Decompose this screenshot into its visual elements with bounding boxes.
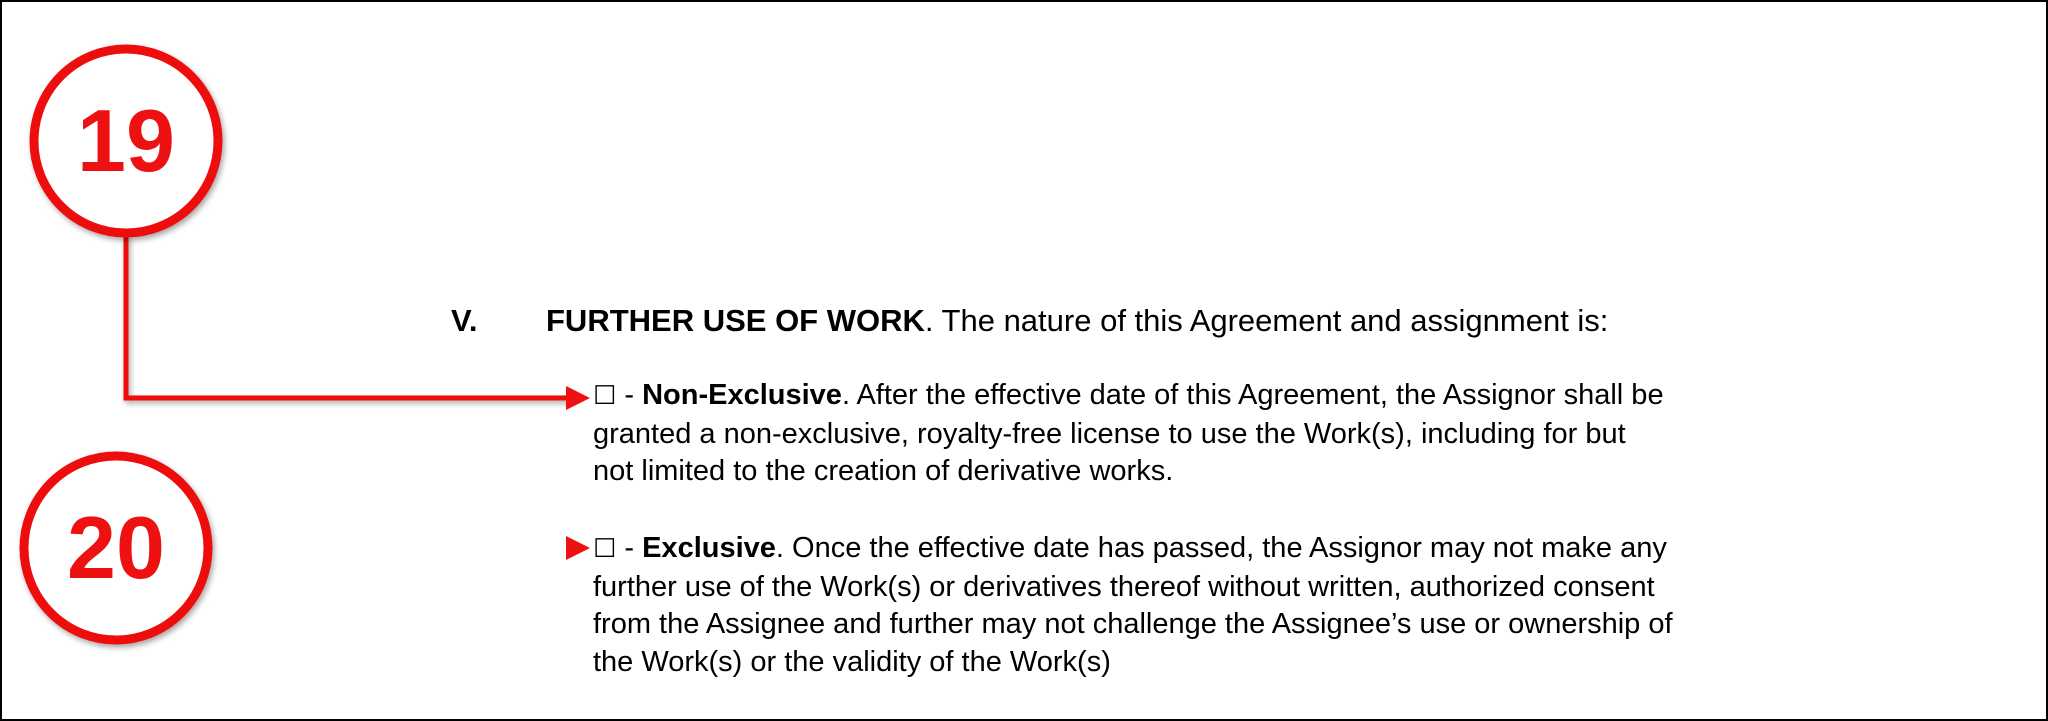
- callout-19-connector: [126, 234, 568, 398]
- non-exclusive-checkbox[interactable]: ☐: [593, 381, 617, 411]
- option-dash: -: [616, 532, 643, 564]
- exclusive-checkbox[interactable]: ☐: [593, 534, 617, 564]
- section-heading-rest: . The nature of this Agreement and assignment is:: [924, 303, 1609, 338]
- section-number: V.: [451, 303, 478, 338]
- option-dash: -: [616, 379, 643, 411]
- option-title: Exclusive: [642, 532, 776, 564]
- option-title: Non-Exclusive: [642, 379, 842, 411]
- option-text: . After the effective date of this Agreement, the Assignor shall be granted a non-exclusive, royalty-free license to use the Work(s), including for but not limited to the creation of derivative works.: [593, 379, 1664, 487]
- callout-19-label: 19: [77, 91, 175, 190]
- callout-20-arrowhead-icon: [566, 536, 590, 560]
- callout-19-arrowhead-icon: [566, 386, 590, 410]
- option-text: . Once the effective date has passed, the Assignor may not make any further use of the Work(s) or derivatives thereof without written, authorized consent from the Assignee and further may not challenge the Assignee’s use or ownership of the Work(s) or the validity of the Work(s): [593, 532, 1673, 678]
- callout-20-label: 20: [67, 498, 165, 597]
- section-heading-bold: FURTHER USE OF WORK: [546, 303, 925, 338]
